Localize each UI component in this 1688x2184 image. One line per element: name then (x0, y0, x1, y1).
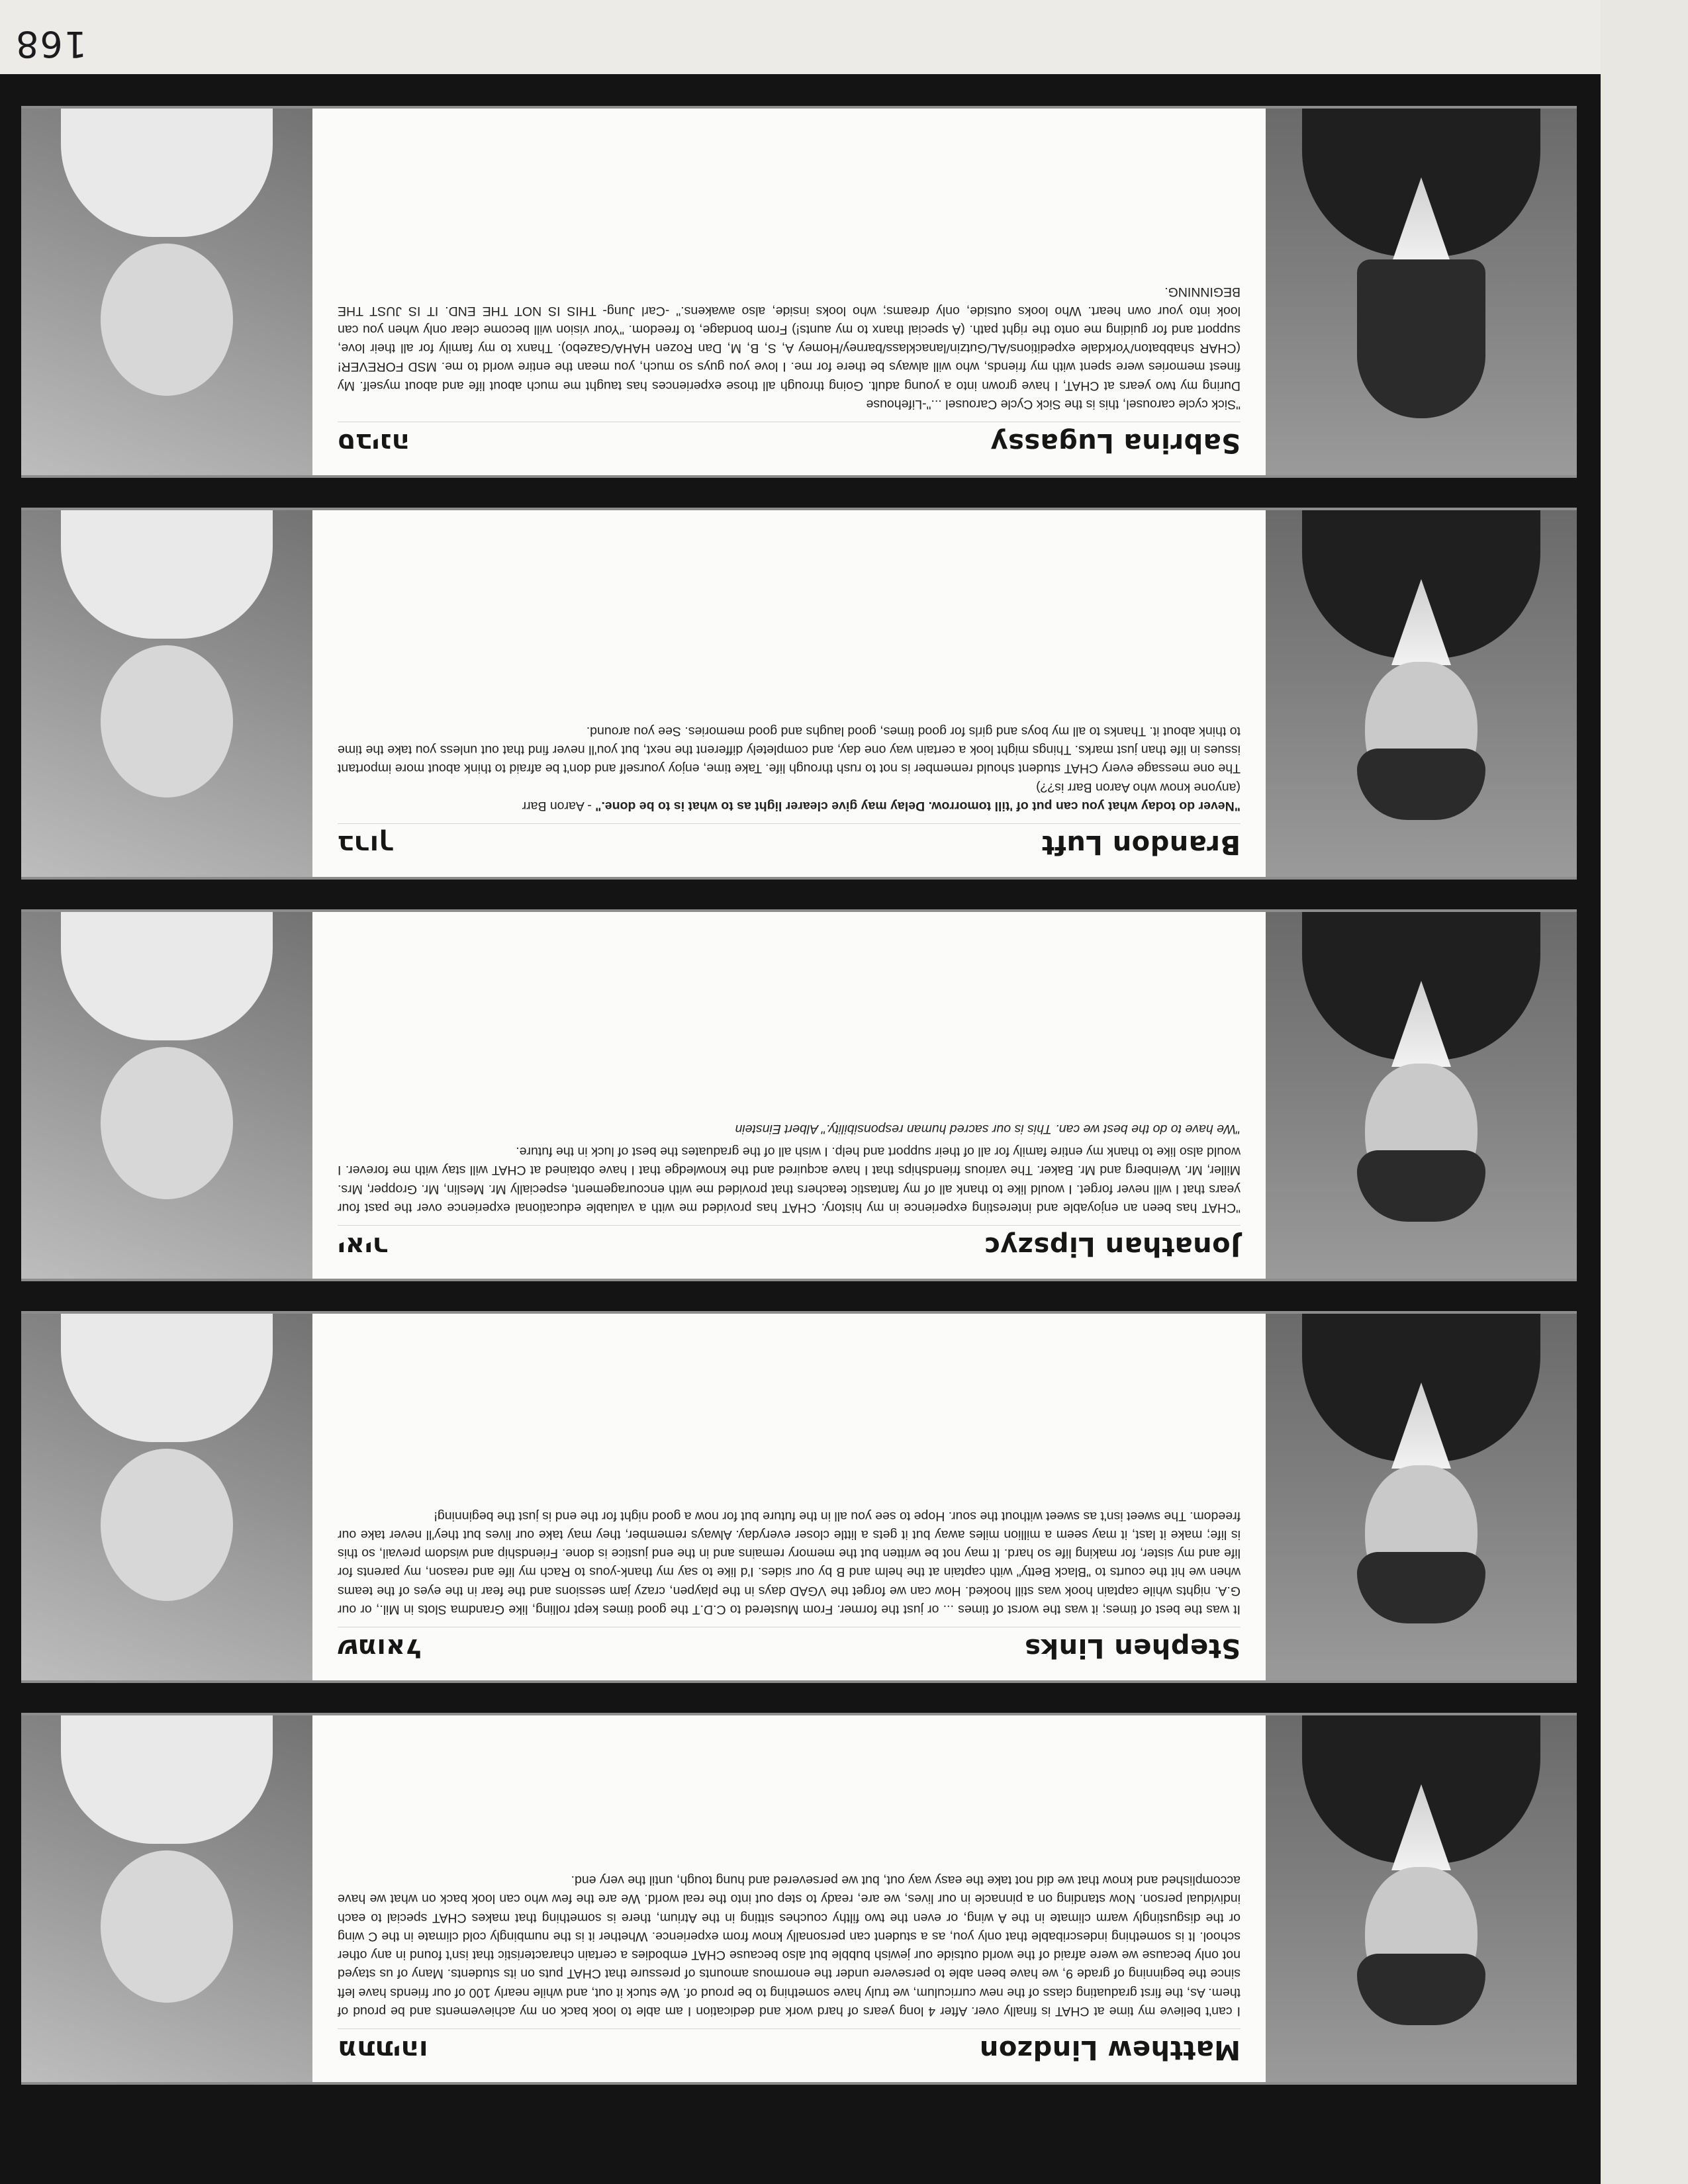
childhood-photo (21, 1314, 312, 1680)
graduation-portrait (1266, 912, 1577, 1279)
student-text-panel (312, 510, 1266, 877)
child-shirt (61, 912, 273, 1040)
student-text-panel (312, 1715, 1266, 2082)
student-heading (338, 1225, 1241, 1261)
graduation-portrait (1266, 510, 1577, 877)
student-hebrew-name: סבינה (338, 428, 410, 458)
student-text-panel (312, 912, 1266, 1279)
quote-attribution: - Aaron Barr (522, 799, 596, 813)
child-face (101, 244, 233, 396)
student-entry (21, 106, 1577, 478)
student-quote (338, 797, 1241, 815)
child-shirt (61, 1314, 273, 1442)
childhood-photo (21, 109, 312, 475)
page-footer (0, 0, 1601, 74)
student-hebrew-name: יאיר (338, 1231, 389, 1261)
quote-text: "Never do today what you can put of 'till tomorrow. Delay may give clearer light as to what is to be done." (595, 799, 1241, 813)
student-name: Stephen Links (1024, 1633, 1241, 1663)
student-entry (21, 1311, 1577, 1683)
student-paragraph: "CHAT has been an enjoyable and interesting experience in my history. CHAT has provided me with a valuable educational experience over the past four years that I will never forget. I would like to thank all of my fantastic teachers that provided me with encouragement, especially Mr. Meslin, Mr. Gropper, Mrs. Miller, Mr. Weinberg and Mr. Baker. The various friendships that I have acquired and the knowledge that I have obtained at CHAT will stay with me forever. I would also like to thank my entire family for all of their support and help. I wish all of the graduates the best of luck in the future. (338, 1144, 1241, 1215)
child-shirt (61, 109, 273, 237)
student-name: Matthew Lindzon (979, 2034, 1241, 2065)
student-heading (338, 2028, 1241, 2065)
page-number: 168 (15, 23, 87, 65)
student-entry (21, 508, 1577, 880)
graduation-portrait (1266, 1314, 1577, 1680)
student-paragraph: The one message every CHAT student should remember is not to rush through life. Take time, enjoy yourself and don't be afraid to think about more important issues in life than just marks. Things might look a certain way one day, and completely different the next, but you'll never find that out unless you take the time to think about it. Thanks to all my boys and girls for good times, good laughs and good memories. See you around. (338, 723, 1241, 776)
child-face (101, 1449, 233, 1601)
student-heading (338, 823, 1241, 860)
student-paragraph: During my two years at CHAT, I have grown into a young adult. Going through all those experiences has taught me much about life and about myself. My finest memories were spent with my friends, who will always be there for me. I love you guys so much, you mean the entire world to me. MSD FOREVER! (CHAR shabbaton/Yorkdale expeditions/AL/Gutzin/lanacklass/barney/Homey A, S, B, M, Dan Rozen HAHA/Gazebo). Thanx to my family for all their love, support and for guiding me onto the right path. (A special thanx to my aunts!) From bondage, to freedom. "Your vision will become clear only when you can look into your own heart. Who looks outside, only dreams; who looks inside, also awakens." -Carl Jung- THIS IS NOT THE END. IT IS JUST THE BEGINNING. (338, 285, 1241, 393)
child-face (101, 1850, 233, 2003)
portrait-hair (1357, 259, 1485, 418)
graduation-portrait (1266, 109, 1577, 475)
portrait-hair (1357, 749, 1485, 820)
student-heading (338, 1627, 1241, 1663)
student-hebrew-name: מתתיהו (338, 2034, 428, 2065)
childhood-photo (21, 912, 312, 1279)
student-name: Brandon Luft (1041, 829, 1241, 860)
student-hebrew-name: שמואל (338, 1633, 422, 1663)
student-paragraph: It was the best of times; it was the worst of times ... or just the former. From Mustered to C.D.T the good times kept rolling, like Grandma Slots in Mil., or our G.A. nights while captain hook was still hooked. How can we forget the VGAD days in the playpen, crazy jam sessions and the fear in the eyes of the teams when we hit the courts to "Black Betty" with captain at the helm and B by our sides. I'd like to say my thank-yous to Rach my life and reason, my parents for life and my sister, for making life so hard. It may not be written but the memory remains and in the end justice is done. Friendship and wisdom prevail, so this is life; make it last, it may seem a million miles away but it gets a little closer everyday. Always remember, they may take our lives but they'll never take our freedom. The sweet isn't as sweet without the sour. Hope to see you all in the future but for now a good night for the end is just the beginning! (338, 1508, 1241, 1617)
portrait-hair (1357, 1150, 1485, 1222)
student-heading (338, 422, 1241, 458)
student-entry (21, 909, 1577, 1281)
child-shirt (61, 1715, 273, 1844)
portrait-hair (1357, 1954, 1485, 2025)
student-text-panel (312, 109, 1266, 475)
child-shirt (61, 510, 273, 639)
student-name: Sabrina Lugassy (990, 428, 1241, 458)
child-face (101, 1047, 233, 1199)
student-text-panel (312, 1314, 1266, 1680)
student-quote: "We have to do the best we can. This is our sacred human responsibility." Albert Einstein (735, 1121, 1241, 1136)
student-hebrew-name: ברוך (338, 829, 395, 860)
child-face (101, 645, 233, 797)
student-entry (21, 1713, 1577, 2085)
portrait-hair (1357, 1552, 1485, 1623)
student-paragraph: (anyone know who Aaron Barr is??) (1036, 780, 1241, 795)
childhood-photo (21, 510, 312, 877)
childhood-photo (21, 1715, 312, 2082)
student-lyric: "Sick cycle carousel, this is the Sick Cycle Carousel ..."-Lifehouse (866, 397, 1241, 412)
student-name: Jonathan Lipszyc (984, 1231, 1241, 1261)
student-paragraph: I can't believe my time at CHAT is finally over. After 4 long years of hard work and dedication I am able to look back on my achievements and be proud of them. As, the first graduating class of the new curriculum, we truly have something to be proud of. We stuck it out, and while nearly 100 of our friends have left since the beginning of grade 9, we have been able to persevere under the enormous amounts of pressure that CHAT puts on its students. Many of us stayed not only because we were afraid of the world outside our jewish bubble but also because CHAT embodies a certain characteristic that isn't found in any other school. It is something indescribable that only you, as a student can personally know from experience. Whether it is the numbingly cold climate in the C wing or the disgustingly warm climate in the A wing, or even the two filthy couches sitting in the Atrium, there is something that makes CHAT special to each individual person. Now standing on a pinnacle in our lives, we are, ready to step out into the real world. We are the few who can look back on what we have accomplished and know that we did not take the easy way out, but we persevered and hung tough, until the very end. (338, 1873, 1241, 2019)
graduation-portrait (1266, 1715, 1577, 2082)
